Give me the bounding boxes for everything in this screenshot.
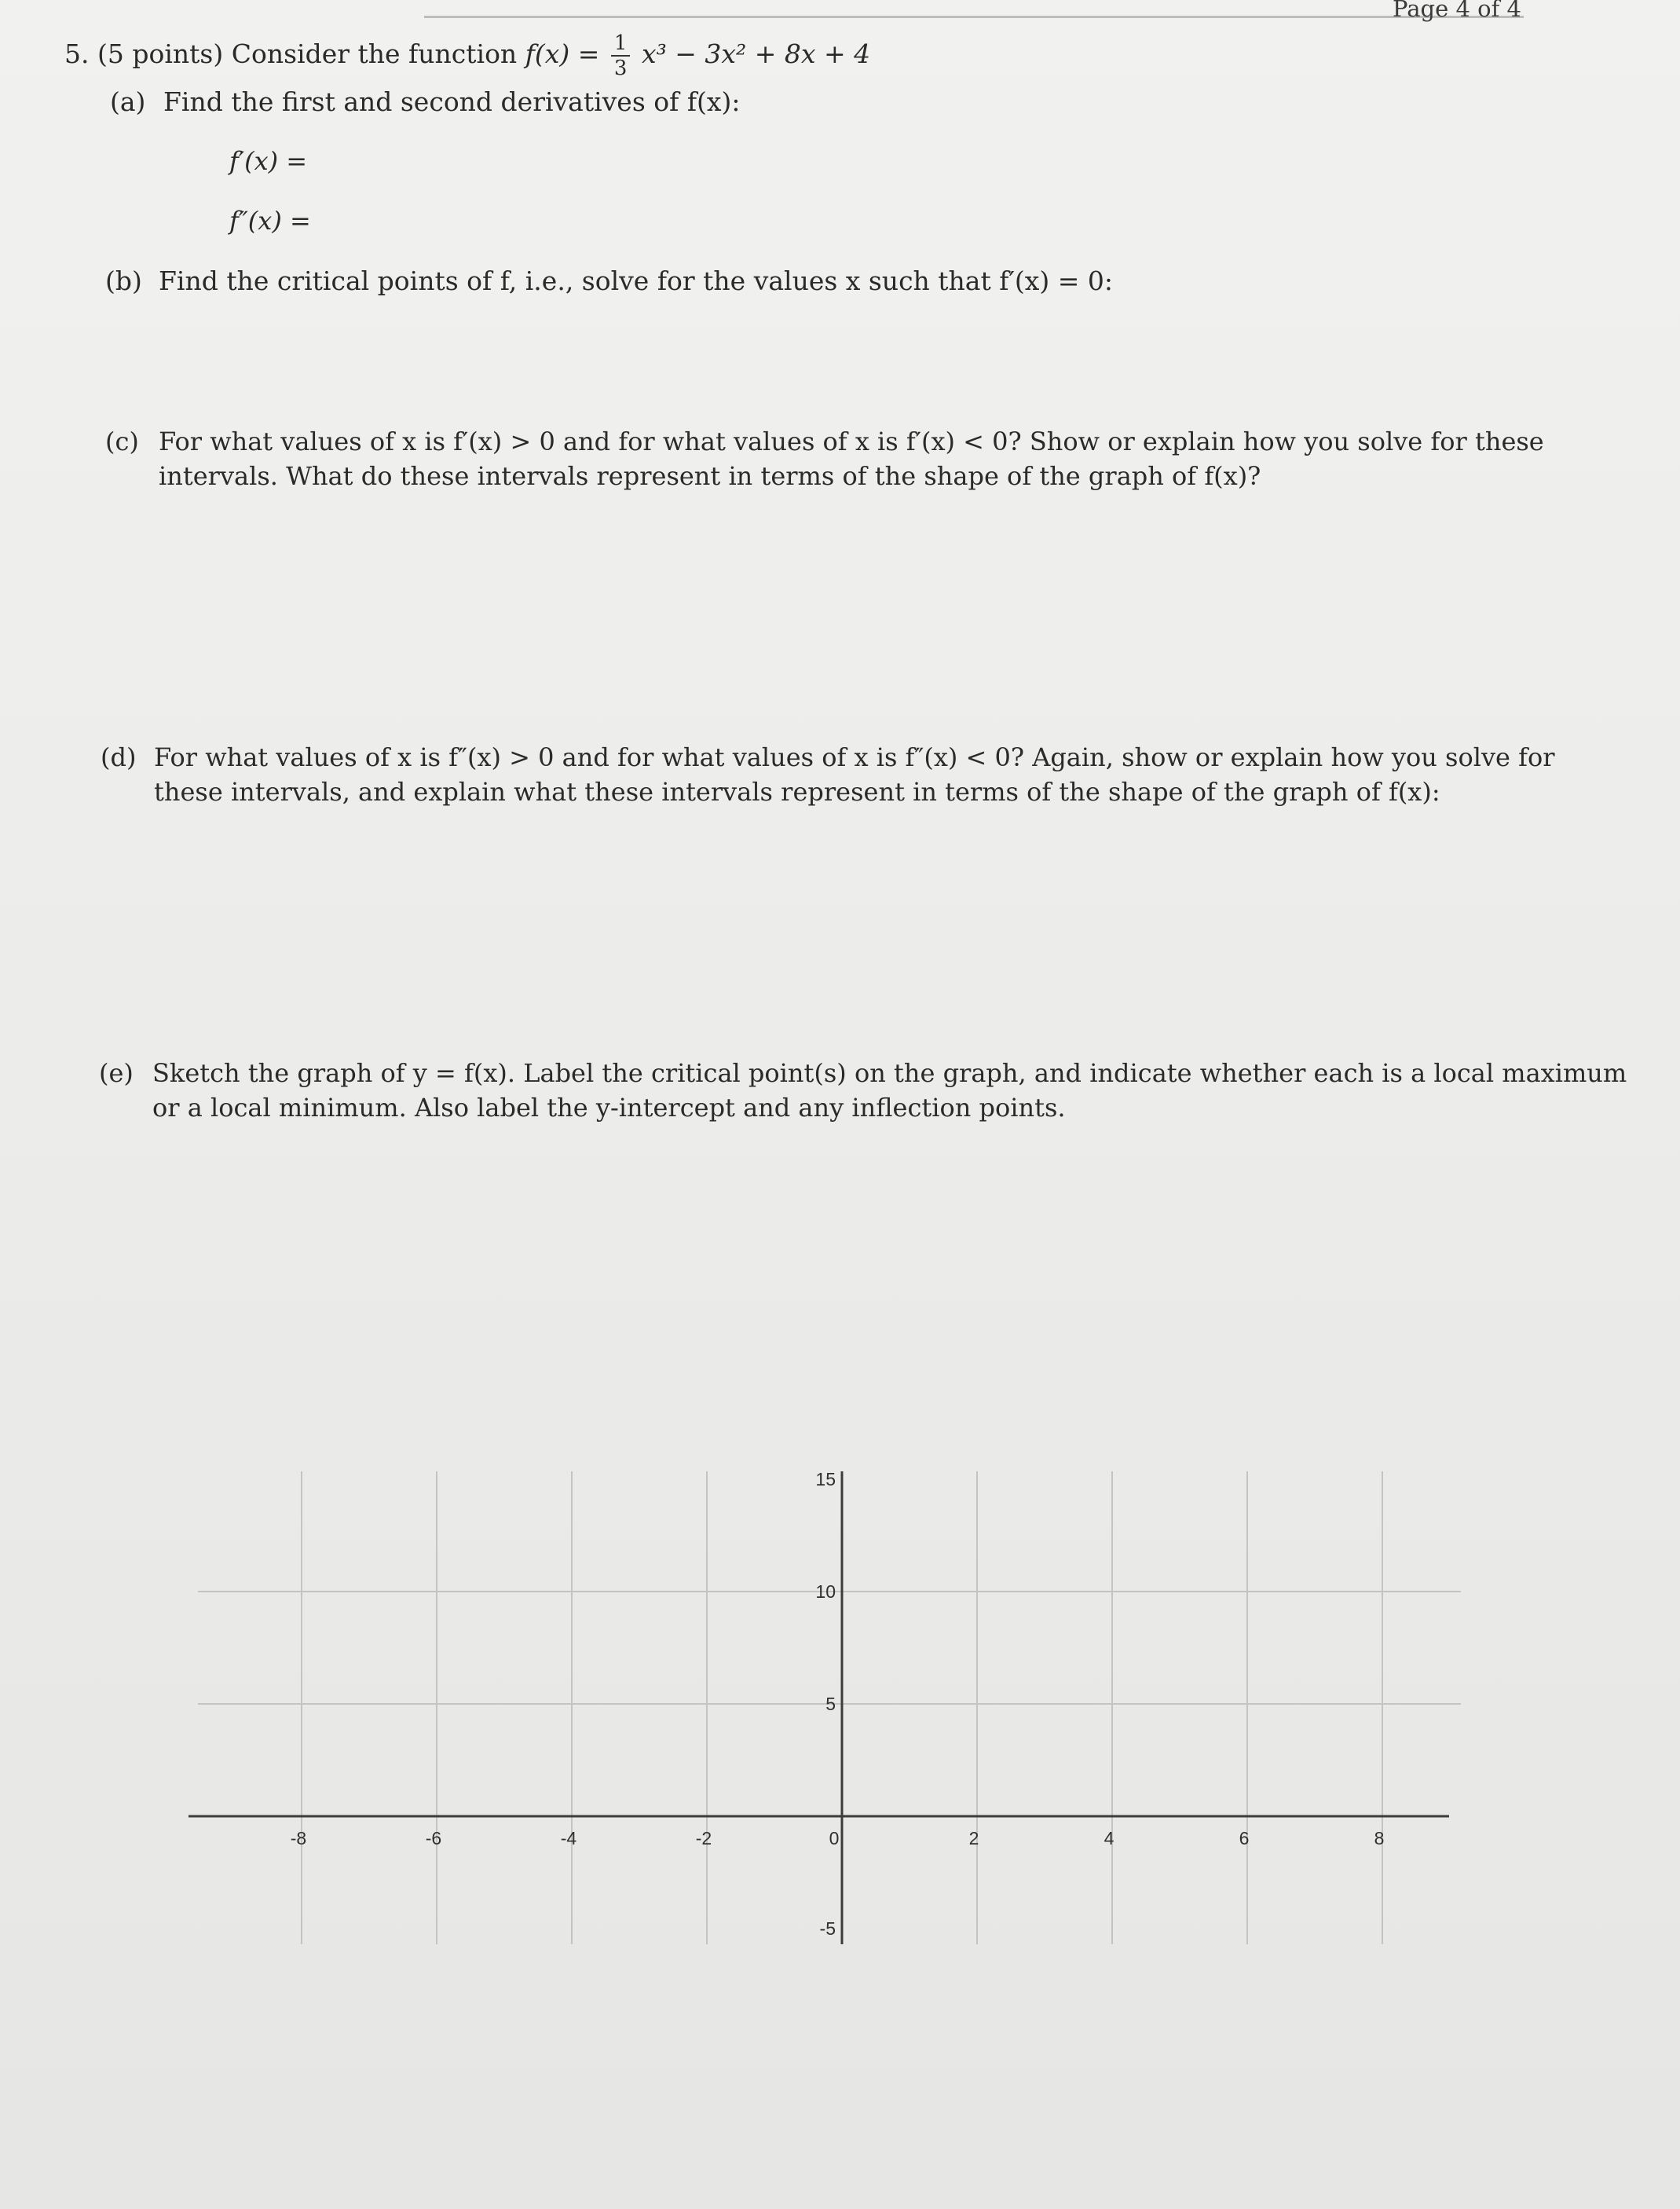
y-tick-label: -5 bbox=[819, 1918, 836, 1939]
part-c-label: (c) bbox=[105, 427, 139, 456]
x-tick-label: 6 bbox=[1239, 1828, 1250, 1848]
function-rest: x³ − 3x² + 8x + 4 bbox=[641, 38, 871, 69]
y-tick-label: 15 bbox=[815, 1469, 836, 1489]
page-number: Page 4 of 4 bbox=[1393, 0, 1521, 22]
first-derivative-label: f′(x) = bbox=[229, 146, 308, 176]
part-e-line1: Sketch the graph of y = f(x). Label the critical point(s) on the graph, and indicate whether each is a local maximum bbox=[152, 1058, 1627, 1088]
question-points: (5 points) bbox=[97, 38, 224, 69]
function-lhs: f(x) = bbox=[525, 38, 600, 69]
x-tick-label: 4 bbox=[1104, 1828, 1115, 1848]
part-e-line2: or a local minimum. Also label the y-intercept and any inflection points. bbox=[152, 1093, 1066, 1123]
part-a-text: Find the first and second derivatives of f(x): bbox=[163, 86, 741, 117]
question-number: 5. bbox=[64, 38, 90, 69]
second-derivative-label: f″(x) = bbox=[229, 206, 311, 236]
x-tick-label: -4 bbox=[560, 1828, 577, 1848]
part-d-label: (d) bbox=[101, 742, 137, 772]
part-b-text: Find the critical points of f, i.e., solve for the values x such that f′(x) = 0: bbox=[159, 266, 1114, 296]
part-c-line2: intervals. What do these intervals represent in terms of the shape of the graph of f(x)? bbox=[159, 461, 1261, 491]
part-d-line1: For what values of x is f″(x) > 0 and for what values of x is f″(x) < 0? Again, show or explain how you solve for bbox=[154, 742, 1555, 772]
y-tick-label: 10 bbox=[815, 1581, 836, 1602]
x-tick-label: -6 bbox=[425, 1828, 442, 1848]
question-intro: Consider the function bbox=[231, 38, 518, 69]
x-tick-label: -8 bbox=[290, 1828, 307, 1848]
fraction-numerator: 1 bbox=[611, 31, 631, 57]
part-d-line2: these intervals, and explain what these intervals represent in terms of the shape of the graph of f(x): bbox=[154, 777, 1440, 807]
x-tick-label: 2 bbox=[968, 1828, 979, 1848]
y-tick-label: 5 bbox=[825, 1694, 836, 1714]
part-c-line1: For what values of x is f′(x) > 0 and for what values of x is f′(x) < 0? Show or explain how you solve for these bbox=[159, 427, 1544, 456]
part-a-label: (a) bbox=[110, 86, 146, 117]
part-e-label: (e) bbox=[99, 1058, 134, 1088]
part-b-label: (b) bbox=[105, 266, 142, 296]
fraction-denominator: 3 bbox=[613, 57, 628, 80]
x-tick-label: -2 bbox=[695, 1828, 712, 1848]
x-tick-label: 0 bbox=[829, 1828, 840, 1848]
x-tick-label: 8 bbox=[1374, 1828, 1385, 1848]
